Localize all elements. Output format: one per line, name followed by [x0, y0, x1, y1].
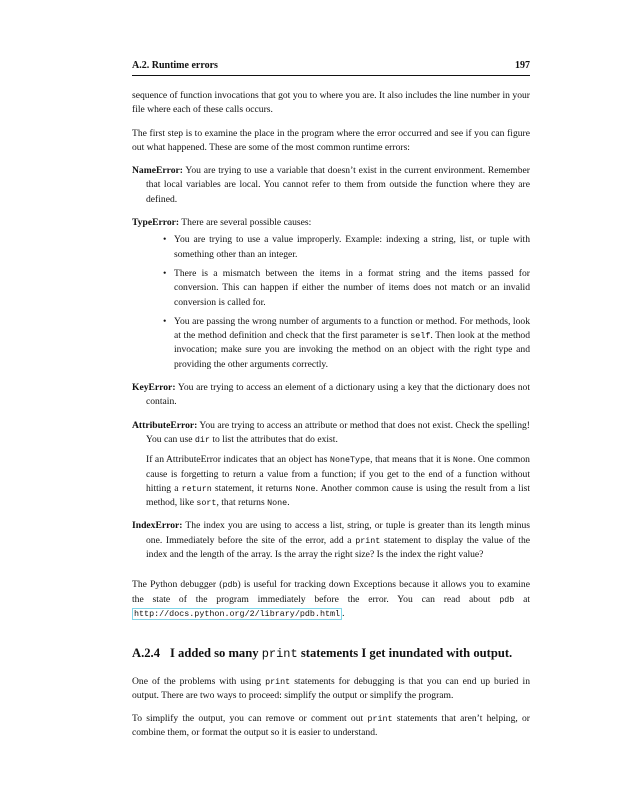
- code-none: None: [295, 483, 316, 494]
- section-heading: [132, 646, 530, 661]
- type-error-entry: [132, 216, 530, 372]
- page-body: [132, 89, 530, 750]
- code-sort: sort: [196, 498, 217, 509]
- code-nonetype: NoneType: [329, 455, 371, 466]
- name-error-term: NameError:: [132, 165, 183, 177]
- attribute-error-para-2: [132, 453, 530, 510]
- code-print: print: [355, 535, 381, 546]
- section-heading-text-a: I added so many: [170, 646, 262, 661]
- index-error-desc-b: statement to display the value of the index and the length of the array. Is the array the right size? Is the index the right value?: [146, 534, 530, 561]
- sp2-a: To simplify the output, you can remove or comment out: [132, 713, 368, 725]
- attribute-error-desc-a: You are trying to access an attribute or method that does not exist. Check the spelling! You can use: [146, 419, 530, 445]
- key-error-term: KeyError:: [132, 382, 176, 394]
- pdb-docs-link[interactable]: http://docs.python.org/2/library/pdb.html: [134, 608, 341, 619]
- pdb-text-d: .: [342, 607, 345, 619]
- page-number: 197: [515, 60, 530, 71]
- code-print: print: [261, 647, 298, 662]
- ae-p2-g: .: [287, 497, 290, 509]
- code-pdb: pdb: [222, 580, 238, 591]
- name-error-desc: You are trying to use a variable that doesn’t exist in the current environment. Remember that local variables are local. You cannot refer to them from outside the function where they are defined.: [146, 165, 530, 205]
- pdb-text-a: The Python debugger (: [132, 579, 223, 591]
- sp1-b: statements for debugging is that you can end up buried in output. There are two ways to proceed: simplify the output or simplify the program.: [132, 675, 530, 701]
- code-none: None: [267, 498, 288, 509]
- section-paragraph-2: [132, 712, 530, 741]
- sp2-b: statements that aren’t helping, or combine them, or format the output so it is easier to understand.: [132, 713, 530, 739]
- code-print: print: [367, 714, 393, 725]
- key-error-desc: You are trying to access an element of a dictionary using a key that the dictionary does not contain.: [146, 382, 530, 408]
- ae-p2-b: , that means that it is: [370, 454, 453, 466]
- list-item: • There is a mismatch between the items in a format string and the items passed for conversion. This can happen if either the number of items does not match or an invalid conversion is called for.: [174, 267, 530, 310]
- index-error-desc-a: The index you are using to access a list, string, or tuple is greater than its length minus one. Immediately before the site of the error, add a: [146, 520, 530, 546]
- section-number: A.2.4: [132, 646, 160, 661]
- code-return: return: [181, 483, 212, 494]
- list-item: [174, 315, 530, 372]
- ae-p2-f: , that returns: [216, 497, 268, 509]
- code-print: print: [265, 676, 291, 687]
- header-rule: [132, 75, 530, 76]
- code-none: None: [452, 455, 473, 466]
- attribute-error-term: AttributeError:: [132, 419, 198, 431]
- bullet3-text-a: You are passing the wrong number of arguments to a function or method. For methods, look at the method definition and check that the first parameter is: [174, 315, 530, 342]
- type-error-desc: There are several possible causes:: [179, 217, 312, 229]
- list-item: • You are trying to use a value improperly. Example: indexing a string, list, or tuple with something other than an integer.: [174, 233, 530, 262]
- index-error-term: IndexError:: [132, 520, 183, 532]
- attribute-error-entry: [132, 419, 530, 511]
- header-section-title: A.2. Runtime errors: [132, 60, 218, 71]
- pdb-text-b: ) is useful for tracking down Exceptions because it allows you to examine the state of the program immediately before the error. You can read about: [132, 579, 530, 605]
- key-error-entry: [132, 381, 530, 410]
- sp1-a: One of the problems with using: [132, 675, 266, 687]
- intro-paragraph-2: The first step is to examine the place in the program where the error occurred and see if you can figure out what happened. These are some of the most common runtime errors:: [132, 127, 530, 153]
- code-dir: dir: [194, 434, 210, 445]
- section-heading-text-b: statements I get inundated with output.: [297, 646, 513, 661]
- type-error-term: TypeError:: [132, 217, 180, 229]
- name-error-entry: [132, 164, 530, 207]
- section-paragraph-1: [132, 675, 530, 704]
- pdb-text-c: at: [514, 593, 531, 605]
- bullet3-text-b: . Then look at the method invocation; make sure you are invoking the method on an object with the right type and providing the other arguments correctly.: [174, 330, 530, 370]
- ae-p2-a: If an AttributeError indicates that an object has: [146, 454, 330, 466]
- attribute-error-desc-b: to list the attributes that do exist.: [209, 433, 338, 445]
- pdb-paragraph: [132, 578, 530, 621]
- ae-p2-d: statement, it returns: [211, 482, 296, 494]
- intro-paragraph-1: sequence of function invocations that got you to where you are. It also includes the line number in your file where each of these calls occurs.: [132, 90, 530, 116]
- running-header: [132, 60, 530, 71]
- index-error-entry: [132, 519, 530, 562]
- ae-p2-c: . One common cause is forgetting to return a value from a function; if you get to the end of a function without hitting a: [146, 454, 530, 494]
- code-pdb: pdb: [499, 594, 515, 605]
- ae-p2-e: . Another common cause is using the result from a list method, like: [146, 482, 531, 509]
- type-error-causes: [132, 233, 530, 372]
- code-self: self: [410, 331, 431, 342]
